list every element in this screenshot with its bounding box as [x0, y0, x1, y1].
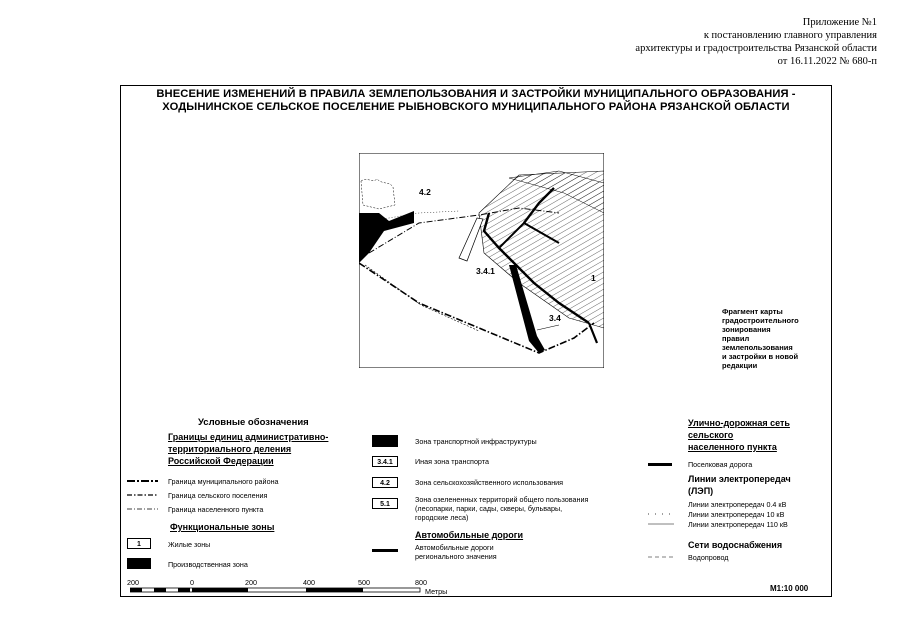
legend-heading: Условные обозначения — [198, 417, 309, 428]
transport-infra-label: Зона транспортной инфраструктуры — [415, 437, 537, 446]
municipal-border-label: Граница муниципального района — [168, 477, 279, 486]
industrial-symbol — [127, 558, 151, 569]
settlement-road-label: Поселковая дорога — [688, 460, 753, 469]
scale-unit: Метры — [425, 587, 448, 596]
map-label-1: 1 — [591, 273, 596, 283]
zoning-map-fragment — [359, 153, 799, 370]
appendix-note — [635, 16, 877, 68]
agri-label: Зона сельскохозяйственного использования — [415, 478, 564, 487]
power-04-label: Линии электропередач 0.4 кВ — [688, 500, 787, 509]
settlement-road-symbol — [648, 463, 672, 466]
title-line-2: ХОДЫНИНСКОЕ СЕЛЬСКОЕ ПОСЕЛЕНИЕ РЫБНОВСКОГО МУНИЦИПАЛЬНОГО РАЙОНА РЯЗАНСКОЙ ОБЛАСТИ — [162, 101, 790, 113]
power-heading-2: (ЛЭП) — [688, 486, 714, 496]
other-transport-code: 3.4.1 — [372, 456, 398, 467]
scale-tick-neg200: 200 — [127, 578, 139, 587]
regional-road-label-2: регионального значения — [415, 552, 497, 561]
appendix-line-1: Приложение №1 — [802, 17, 877, 28]
regional-road-label-1: Автомобильные дороги — [415, 543, 494, 552]
street-heading-1: Улично-дорожная сеть — [688, 418, 790, 428]
green-label-2: (лесопарки, парки, сады, скверы, бульвары, — [415, 504, 563, 513]
map-caption-line-2: правил землепользования и застройки в новой редакции — [722, 334, 799, 370]
industrial-label: Производственная зона — [168, 560, 248, 569]
roads-heading: Автомобильные дороги — [415, 530, 524, 540]
residential-code: 1 — [127, 538, 151, 549]
appendix-line-4: от 16.11.2022 № 680-п — [777, 56, 877, 67]
green-label-3: городские леса) — [415, 513, 469, 522]
street-heading-3: населенного пункта — [688, 442, 777, 452]
map-label-42: 4.2 — [419, 187, 431, 197]
other-transport-label: Иная зона транспорта — [415, 457, 489, 466]
water-label: Водопровод — [688, 553, 729, 562]
appendix-line-3: архитектуры и градостроительства Рязанской области — [635, 43, 877, 54]
settlement-border-label: Граница населенного пункта — [168, 505, 264, 514]
scale-ratio: М1:10 000 — [770, 584, 809, 593]
scale-tick-0: 0 — [190, 578, 194, 587]
scale-tick-500: 500 — [358, 578, 370, 587]
map-label-341: 3.4.1 — [476, 266, 495, 276]
title-line-1: ВНЕСЕНИЕ ИЗМЕНЕНИЙ В ПРАВИЛА ЗЕМЛЕПОЛЬЗОВАНИЯ И ЗАСТРОЙКИ МУНИЦИПАЛЬНОГО ОБРАЗОВАНИЯ - — [156, 88, 796, 100]
admin-heading-3: Российской Федерации — [168, 456, 274, 466]
power-110-label: Линии электропередач 110 кВ — [688, 520, 788, 529]
scale-tick-800: 800 — [415, 578, 427, 587]
power-line-symbols — [646, 500, 676, 530]
scale-tick-200: 200 — [245, 578, 257, 587]
street-heading-2: сельского — [688, 430, 734, 440]
power-10-label: Линии электропередач 10 кВ — [688, 510, 785, 519]
water-heading: Сети водоснабжения — [688, 540, 783, 550]
rural-border-label: Граница сельского поселения — [168, 491, 268, 500]
transport-infra-symbol — [372, 435, 398, 447]
sheet-title — [120, 88, 832, 114]
water-symbol — [646, 552, 676, 562]
regional-road-symbol — [372, 549, 398, 552]
scale-tick-400: 400 — [303, 578, 315, 587]
admin-heading-1: Границы единиц административно- — [168, 432, 329, 442]
functional-heading: Функциональные зоны — [170, 522, 275, 532]
agri-code: 4.2 — [372, 477, 398, 488]
map-label-34: 3.4 — [549, 313, 561, 323]
map-caption-line-1: Фрагмент карты градостроительного зонирования — [722, 307, 799, 334]
admin-heading-2: территориального деления — [168, 444, 292, 454]
appendix-line-2: к постановлению главного управления — [703, 30, 877, 41]
power-heading-1: Линии электропередач — [688, 474, 791, 484]
map-caption — [722, 307, 799, 370]
green-label-1: Зона озелененных территорий общего пользования — [415, 495, 589, 504]
border-symbols — [125, 476, 160, 516]
green-code: 5.1 — [372, 498, 398, 509]
scale-bar — [130, 587, 430, 595]
zoning-map-drawing — [359, 153, 604, 368]
residential-label: Жилые зоны — [168, 540, 211, 549]
